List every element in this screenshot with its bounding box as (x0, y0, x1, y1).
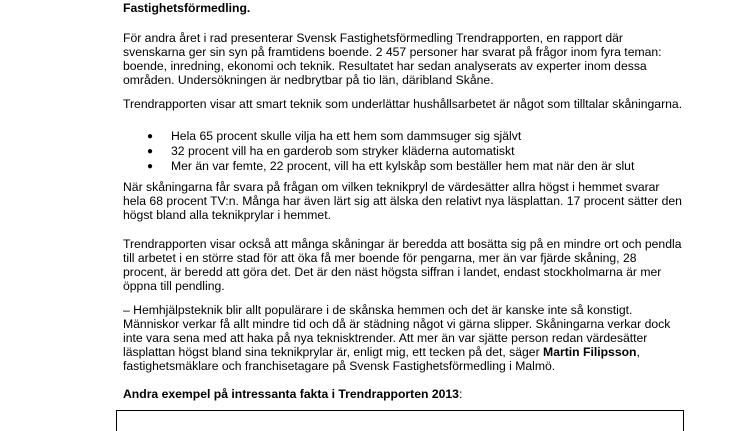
paragraph-smart-tech: Trendrapporten visar att smart teknik som underlättar hushållsarbetet är något som tilltalar skåningarna. (123, 97, 683, 111)
paragraph-quote: – Hemhjälpsteknik blir allt populärare i de skånska hemmen och det är kanske inte så konstigt. Människor verkar få allt mindre tid och då är städning något vi gärna slipper. Skåningarna verkar dock inte vara sena med att haka på nya teknisktrender. Att mer än var sjätte person redan värdesätter läsplattan högst bland sina teknikprylar är, enligt mig, ett tecken på det, säger Martin Filipsson, fastighetsmäklare och franchisetagare på Svensk Fastighetsförmedling i Malmö. (123, 303, 671, 373)
facts-table-frame (116, 410, 684, 431)
subheading-examples: Andra exempel på intressanta fakta i Trendrapporten 2013: (123, 387, 463, 401)
list-item: ● Hela 65 procent skulle vilja ha ett hem som dammsuger sig självt (147, 129, 522, 143)
heading-partial: Fastighetsförmedling. (123, 1, 251, 15)
bullet-icon: ● (147, 161, 154, 172)
bullet-list (123, 129, 683, 174)
list-item: ● 32 procent vill ha en garderob som stryker kläderna automatiskt (147, 144, 515, 158)
paragraph-commute: Trendrapporten visar också att många skåningar är beredda att bosätta sig på en mindre ort och pendla till arbetet i en större stad för att öka få mer boende för pengarna, mer än var fjärde skåning, 28 procent, är beredd att göra det. Det är den näst högsta siffran i landet, endast stockholmarna är mer öppna till pendling. (123, 237, 682, 293)
quote-speaker-name: Martin Filipsson (543, 345, 637, 359)
bullet-icon: ● (147, 131, 154, 142)
paragraph-intro: För andra året i rad presenterar Svensk Fastighetsförmedling Trendrapporten, en rapport där svenskarna ger sin syn på framtidens boende. 2 457 personer har svarat på frågor inom fyra teman: boende, inredning, ekonomi och teknik. Resultatet har sedan analyserats av experter inom dessa områden. Undersökningen är nedbrytbar på tio län, däribland Skåne. (123, 31, 662, 87)
list-item: ● Mer än var femte, 22 procent, vill ha ett kylskåp som beställer hem mat när den är slut (147, 159, 635, 173)
paragraph-tv: När skåningarna får svara på frågan om vilken teknikpryl de värdesätter allra högst i hemmet svarar hela 68 procent TV:n. Många har även lärt sig att älska den relativt nya läsplattan. 17 procent sätter den högst bland alla teknikprylar i hemmet. (123, 180, 682, 222)
bullet-icon: ● (147, 146, 154, 157)
